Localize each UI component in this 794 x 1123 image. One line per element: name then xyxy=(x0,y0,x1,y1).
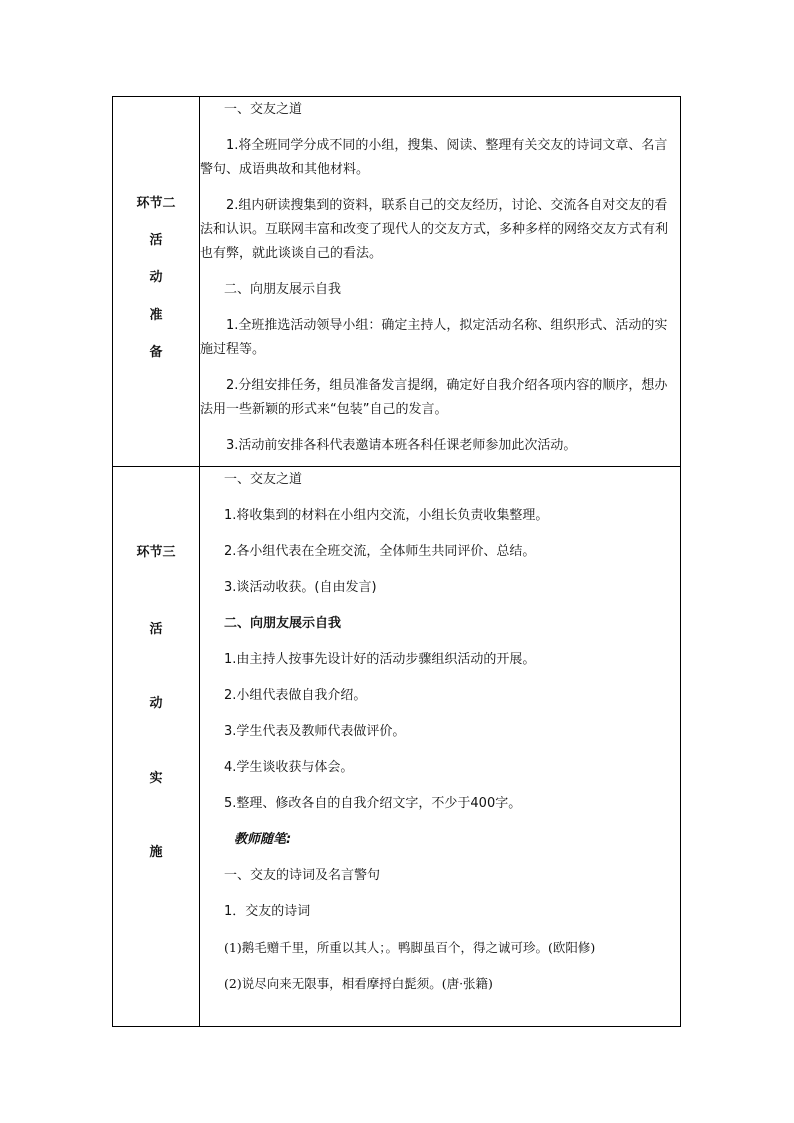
paragraph: 2.各小组代表在全班交流，全体师生共同评价、总结。 xyxy=(224,544,536,559)
heading: 二、向朋友展示自我 xyxy=(224,282,342,297)
paragraph: 3.学生代表及教师代表做评价。 xyxy=(224,724,406,739)
label-char: 动 xyxy=(149,696,163,711)
section-title: 环节二 xyxy=(136,196,176,211)
label-char: 准 xyxy=(149,308,163,323)
paragraph: 2.组内研读搜集到的资料，联系自己的交友经历，讨论、交流各自对交友的看法和认识。互联网丰富和改变了现代人的交友方式，多种多样的网络交友方式有利也有弊，就此谈谈自己的看法。 xyxy=(200,198,669,261)
heading: 一、交友之道 xyxy=(224,102,303,117)
subheading: 1．交友的诗词 xyxy=(224,904,311,919)
paragraph: 4.学生谈收获与体会。 xyxy=(224,760,354,775)
lesson-plan-table xyxy=(112,96,681,1027)
section-row-3 xyxy=(113,467,681,1027)
poem-line: (2)说尽向来无限事，相看摩捋白髭须。(唐·张籍) xyxy=(224,976,493,991)
label-char: 实 xyxy=(149,771,163,786)
label-char: 备 xyxy=(149,345,163,360)
poem-line: (1)鹅毛赠千里，所重以其人；。鸭脚虽百个，得之诚可珍。(欧阳修) xyxy=(224,940,596,955)
paragraph: 5.整理、修改各自的自我介绍文字，不少于400字。 xyxy=(224,796,522,811)
paragraph: 1.将收集到的材料在小组内交流，小组长负责收集整理。 xyxy=(224,508,549,523)
teacher-notes-title: 教师随笔: xyxy=(234,832,292,847)
section-content-cell xyxy=(200,97,681,467)
paragraph: 2.分组安排任务，组员准备发言提纲，确定好自我介绍各项内容的顺序，想办法用一些新颖的形式来“包装”自己的发言。 xyxy=(200,378,668,417)
label-char: 动 xyxy=(149,270,163,285)
section-row-2 xyxy=(113,97,681,467)
heading: 一、交友的诗词及名言警句 xyxy=(224,868,381,883)
paragraph: 3.谈活动收获。(自由发言) xyxy=(224,580,377,595)
label-char: 活 xyxy=(149,622,163,637)
paragraph: 2.小组代表做自我介绍。 xyxy=(224,688,367,703)
paragraph: 3.活动前安排各科代表邀请本班各科任课老师参加此次活动。 xyxy=(226,438,577,453)
section-content-cell xyxy=(200,467,681,1027)
label-char: 活 xyxy=(149,233,163,248)
label-char: 施 xyxy=(149,845,163,860)
paragraph: 1.全班推选活动领导小组：确定主持人，拟定活动名称、组织形式、活动的实施过程等。 xyxy=(200,318,668,357)
paragraph: 1.由主持人按事先设计好的活动步骤组织活动的开展。 xyxy=(224,652,536,667)
section-title: 环节三 xyxy=(136,545,176,560)
section-label-cell xyxy=(113,467,200,1027)
heading: 二、向朋友展示自我 xyxy=(224,616,342,631)
section-label-cell xyxy=(113,97,200,467)
paragraph: 1.将全班同学分成不同的小组，搜集、阅读、整理有关交友的诗词文章、名言警句、成语典故和其他材料。 xyxy=(200,138,668,177)
heading: 一、交友之道 xyxy=(224,472,303,487)
